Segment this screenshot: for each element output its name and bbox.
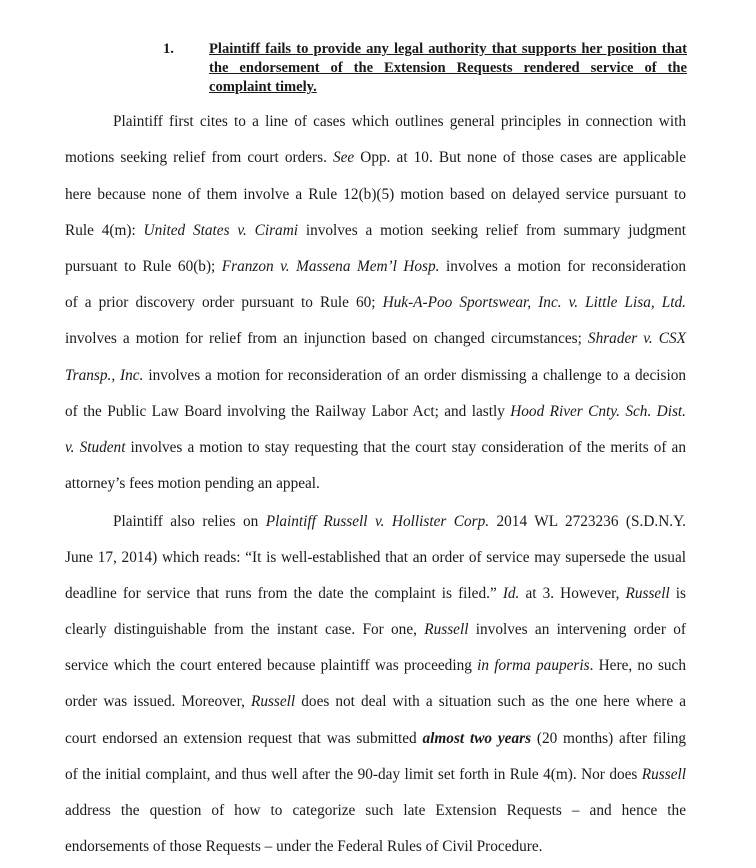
text-run: here because none of them involve a Rule 12(b)(5) motion based on delayed service pursuant to bbox=[65, 186, 686, 203]
text-run: pursuant to Rule 60(b); bbox=[65, 258, 222, 275]
text-line bbox=[65, 474, 686, 494]
emphasized-text: Plaintiff Russell v. Hollister Corp. bbox=[265, 513, 490, 530]
text-line bbox=[65, 692, 686, 712]
text-line bbox=[65, 402, 686, 422]
text-run: 2014 WL 2723236 (S.D.N.Y. bbox=[489, 513, 687, 530]
emphasized-text: Russell bbox=[641, 766, 686, 783]
emphasized-text: Russell bbox=[250, 693, 296, 710]
text-run: Plaintiff also relies on bbox=[113, 513, 266, 530]
emphasized-text: Huk-A-Poo Sportswear, Inc. v. Little Lisa, Ltd. bbox=[382, 294, 686, 311]
text-run: is bbox=[669, 585, 686, 602]
text-run: court endorsed an extension request that was submitted bbox=[65, 730, 423, 747]
text-run: Rule 4(m): bbox=[65, 222, 144, 239]
emphasized-text: United States v. Cirami bbox=[143, 222, 298, 239]
text-run: of the initial complaint, and thus well after the 90-day limit set forth in Rule 4(m). Nor does bbox=[65, 766, 642, 783]
text-line bbox=[65, 584, 686, 604]
emphasized-text: Hood River Cnty. Sch. Dist. bbox=[510, 403, 686, 420]
text-line bbox=[65, 656, 686, 676]
text-run: involves a motion to stay requesting that the court stay consideration of the merits of an bbox=[125, 439, 686, 456]
text-run: involves a motion seeking relief from summary judgment bbox=[298, 222, 686, 239]
text-run: does not deal with a situation such as the one here where a bbox=[295, 693, 686, 710]
text-line bbox=[65, 293, 686, 313]
emphasized-text: Id. bbox=[502, 585, 520, 602]
text-line bbox=[65, 837, 686, 857]
text-line bbox=[65, 257, 686, 277]
section-number: 1. bbox=[163, 41, 174, 57]
text-run: (20 months) after filing bbox=[531, 730, 686, 747]
text-line bbox=[65, 729, 686, 749]
text-run: . Here, no such bbox=[589, 657, 686, 674]
text-line bbox=[65, 620, 686, 640]
text-run: Plaintiff first cites to a line of cases which outlines general principles in connection with bbox=[113, 113, 686, 130]
text-run: of the Public Law Board involving the Railway Labor Act; and lastly bbox=[65, 403, 511, 420]
emphasized-text: Russell bbox=[424, 621, 469, 638]
emphasized-text: v. Student bbox=[65, 439, 126, 456]
text-run: clearly distinguishable from the instant case. For one, bbox=[65, 621, 425, 638]
text-run: deadline for service that runs from the date the complaint is filed.” bbox=[65, 585, 503, 602]
text-run: involves a motion for reconsideration of an order dismissing a challenge to a decision bbox=[143, 367, 686, 384]
text-run: order was issued. Moreover, bbox=[65, 693, 251, 710]
text-line bbox=[65, 185, 686, 205]
text-run: endorsements of those Requests – under the Federal Rules of Civil Procedure. bbox=[65, 838, 543, 855]
text-run: attorney’s fees motion pending an appeal. bbox=[65, 475, 320, 492]
emphasized-text: Shrader v. CSX bbox=[587, 330, 686, 347]
text-run: address the question of how to categorize such late Extension Requests – and hence the bbox=[65, 802, 686, 819]
emphasized-text: Russell bbox=[625, 585, 670, 602]
text-line bbox=[65, 548, 686, 568]
text-line bbox=[65, 221, 686, 241]
text-run: service which the court entered because plaintiff was proceeding bbox=[65, 657, 478, 674]
text-run: involves a motion for reconsideration bbox=[439, 258, 687, 275]
text-line bbox=[113, 112, 686, 132]
text-run: June 17, 2014) which reads: “It is well-established that an order of service may supersede the usual bbox=[65, 549, 686, 566]
text-line bbox=[65, 329, 686, 349]
text-line bbox=[65, 801, 686, 821]
text-line bbox=[65, 765, 686, 785]
emphasized-text: in forma pauperis bbox=[477, 657, 590, 674]
text-line bbox=[65, 366, 686, 386]
text-run: of a prior discovery order pursuant to Rule 60; bbox=[65, 294, 383, 311]
text-line bbox=[65, 438, 686, 458]
text-run: motions seeking relief from court orders. bbox=[65, 149, 333, 166]
text-run: at 3. However, bbox=[519, 585, 626, 602]
section-title: Plaintiff fails to provide any legal authority that supports her position that the endorsement of the Extension Requests rendered service of the complaint timely. bbox=[209, 41, 687, 95]
text-line bbox=[113, 512, 686, 532]
text-run: involves an intervening order of bbox=[468, 621, 686, 638]
emphasized-text: Transp., Inc. bbox=[65, 367, 144, 384]
emphasized-text: almost two years bbox=[422, 730, 532, 747]
emphasized-text: See bbox=[332, 149, 355, 166]
text-run: involves a motion for relief from an injunction based on changed circumstances; bbox=[65, 330, 588, 347]
text-run: Opp. at 10. But none of those cases are applicable bbox=[354, 149, 686, 166]
emphasized-text: Franzon v. Massena Mem’l Hosp. bbox=[221, 258, 440, 275]
text-line bbox=[65, 148, 686, 168]
